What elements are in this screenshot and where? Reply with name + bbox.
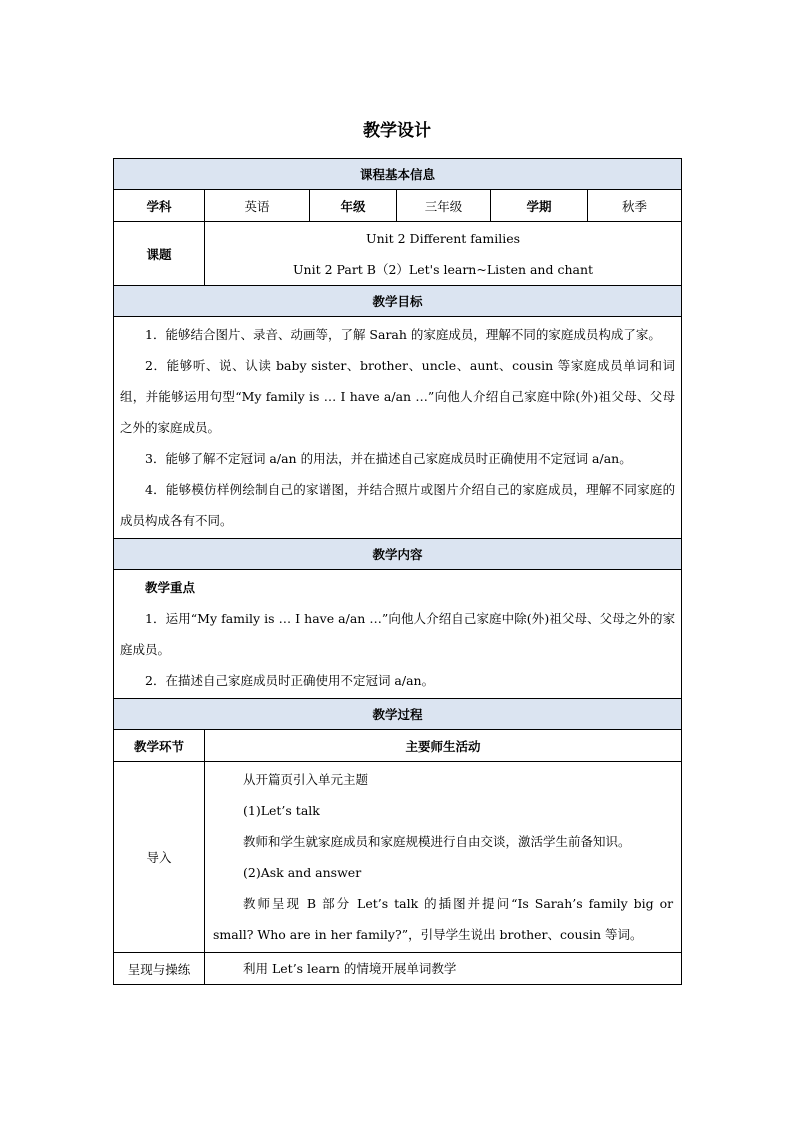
present-activities	[205, 953, 682, 985]
document-title: 教学设计	[363, 121, 431, 141]
objective-item: 4．能够模仿样例绘制自己的家谱图，并结合照片或图片介绍自己的家庭成员，理解不同家庭的成员构成各有不同。	[120, 482, 676, 528]
objective-item: 2．能够听、说、认读 baby sister、brother、uncle、aunt、cousin 等家庭成员单词和词组，并能够运用句型“My family is … I have a/an …”向他人介绍自己家庭中除(外)祖父母、父母之外的家庭成员。	[120, 358, 676, 435]
activity-line: 从开篇页引入单元主题	[243, 772, 369, 787]
objectives-body	[114, 317, 682, 539]
basic-info-header: 课程基本信息	[114, 159, 682, 190]
activity-line: 利用 Let’s learn 的情境开展单词教学	[243, 961, 457, 976]
process-col-stage: 教学环节	[114, 730, 205, 762]
objective-item: 3．能够了解不定冠词 a/an 的用法，并在描述自己家庭成员时正确使用不定冠词 a/an。	[145, 451, 632, 466]
objective-item: 1．能够结合图片、录音、动画等，了解 Sarah 的家庭成员，理解不同的家庭成员构成了家。	[145, 327, 661, 342]
content-body	[114, 570, 682, 699]
activity-line: (2)Ask and answer	[243, 865, 362, 880]
topic-line-1: Unit 2 Different families	[366, 230, 521, 246]
term-value: 秋季	[588, 190, 682, 222]
objectives-header: 教学目标	[114, 286, 682, 317]
content-header: 教学内容	[114, 539, 682, 570]
activity-line: 教师和学生就家庭成员和家庭规模进行自由交谈，激活学生前备知识。	[243, 834, 631, 849]
intro-stage-label: 导入	[114, 762, 205, 953]
grade-value: 三年级	[397, 190, 491, 222]
focus-title: 教学重点	[145, 580, 196, 595]
intro-activities	[205, 762, 682, 953]
content-item: 1．运用“My family is … I have a/an …”向他人介绍自己家庭中除(外)祖父母、父母之外的家庭成员。	[120, 611, 676, 657]
process-col-activities: 主要师生活动	[205, 730, 682, 762]
activity-line: 教师呈现 B 部分 Let’s talk 的插图并提问“Is Sarah’s family big or small? Who are in her family?”，引导学生说出 brother、cousin 等词。	[213, 896, 674, 942]
activity-line: (1)Let’s talk	[243, 803, 320, 818]
topic-label: 课题	[114, 222, 205, 286]
grade-label: 年级	[310, 190, 397, 222]
present-stage-label: 呈现与操练	[114, 953, 205, 985]
content-item: 2．在描述自己家庭成员时正确使用不定冠词 a/an。	[145, 673, 435, 688]
process-row-intro	[114, 762, 682, 953]
topic-line-2: Unit 2 Part B（2）Let's learn~Listen and chant	[293, 261, 594, 277]
process-column-headers	[114, 730, 682, 762]
process-row-present	[114, 953, 682, 985]
topic-value	[205, 222, 682, 286]
process-header: 教学过程	[114, 699, 682, 730]
subject-value: 英语	[205, 190, 310, 222]
subject-label: 学科	[114, 190, 205, 222]
basic-info-row	[114, 190, 682, 222]
term-label: 学期	[491, 190, 588, 222]
topic-row	[114, 222, 682, 286]
lesson-plan-table	[113, 158, 682, 985]
